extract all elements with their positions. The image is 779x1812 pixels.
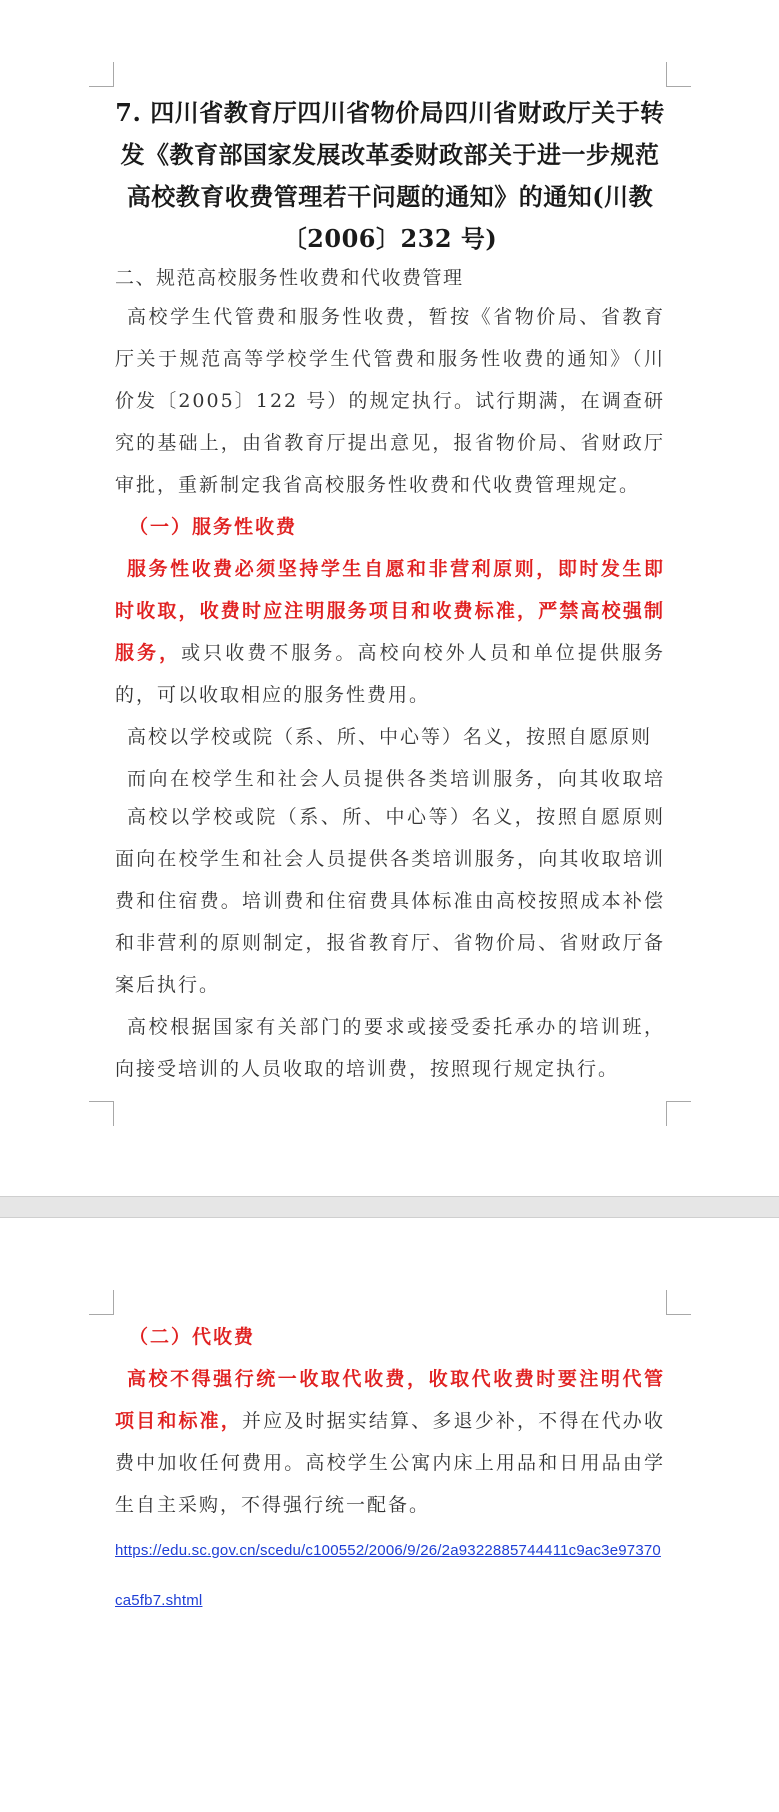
clipped-line-2-under: 而向在校学生和社会人员提供各类培训服务，向其收取培 [127, 768, 665, 790]
document-title: 7. 四川省教育厅四川省物价局四川省财政厅关于转发《教育部国家发展改革委财政部关于进一步规范高校教育收费管理若干问题的通知》的通知(川教〔2006〕232 号) [115, 98, 665, 253]
page-margin-mark-top-left [89, 62, 114, 87]
subsection-heading-service-fees: （一）服务性收费 [129, 516, 298, 538]
emphasis-text: 服务性收费必须坚持学生自愿和非营利原则，即时发生即时收取，收费时应注明服务项目和收费标准，严禁高校强制服务， [115, 558, 665, 664]
clipped-render-artifact [115, 716, 665, 796]
page-margin-mark-top-right [666, 1290, 691, 1315]
paragraph-agency-fees: 高校学生代管费和服务性收费，暂按《省物价局、省教育厅关于规范高等学校学生代管费和服务性收费的通知》（川价发〔2005〕122 号）的规定执行。试行期满，在调查研究的基础上，由省教育厅提出意见，报省物价局、省财政厅审批，重新制定我省高校服务性收费和代收费管理规定。 [115, 306, 665, 496]
page-margin-mark-bottom-left [89, 1101, 114, 1126]
page-separator [0, 1196, 779, 1218]
page-2-content [115, 1316, 665, 1626]
section-heading: 二、规范高校服务性收费和代收费管理 [115, 267, 464, 289]
paragraph-collection-fees [115, 1358, 665, 1526]
paragraph-training-fees: 高校以学校或院（系、所、中心等）名义，按照自愿原则面向在校学生和社会人员提供各类培训服务，向其收取培训费和住宿费。培训费和住宿费具体标准由高校按照成本补偿和非营利的原则制定，报省教育厅、省物价局、省财政厅备案后执行。 [115, 806, 665, 996]
paragraph-text: 或只收费不服务。高校向校外人员和单位提供服务的，可以收取相应的服务性费用。 [115, 642, 665, 706]
subsection-heading-collection-fees: （二）代收费 [129, 1326, 256, 1348]
page-margin-mark-top-right [666, 62, 691, 87]
paragraph-commissioned-training: 高校根据国家有关部门的要求或接受委托承办的培训班，向接受培训的人员收取的培训费，按照现行规定执行。 [115, 1016, 665, 1080]
clipped-line-1: 高校以学校或院（系、所、中心等）名义，按照自愿原则 [127, 726, 653, 748]
page-1-content [115, 92, 665, 1090]
emphasis-text: 高校不得强行统一收取代收费，收取代收费时要注明代管项目和标准， [115, 1368, 665, 1432]
paragraph-service-fees [115, 548, 665, 716]
paragraph-text: 并应及时据实结算、多退少补，不得在代办收费中加收任何费用。高校学生公寓内床上用品和日用品由学生自主采购，不得强行统一配备。 [115, 1410, 665, 1516]
page-margin-mark-top-left [89, 1290, 114, 1315]
source-link[interactable]: https://edu.sc.gov.cn/scedu/c100552/2006/9/26/2a9322885744411c9ac3e97370ca5fb7.shtml [115, 1542, 661, 1609]
page-margin-mark-bottom-right [666, 1101, 691, 1126]
